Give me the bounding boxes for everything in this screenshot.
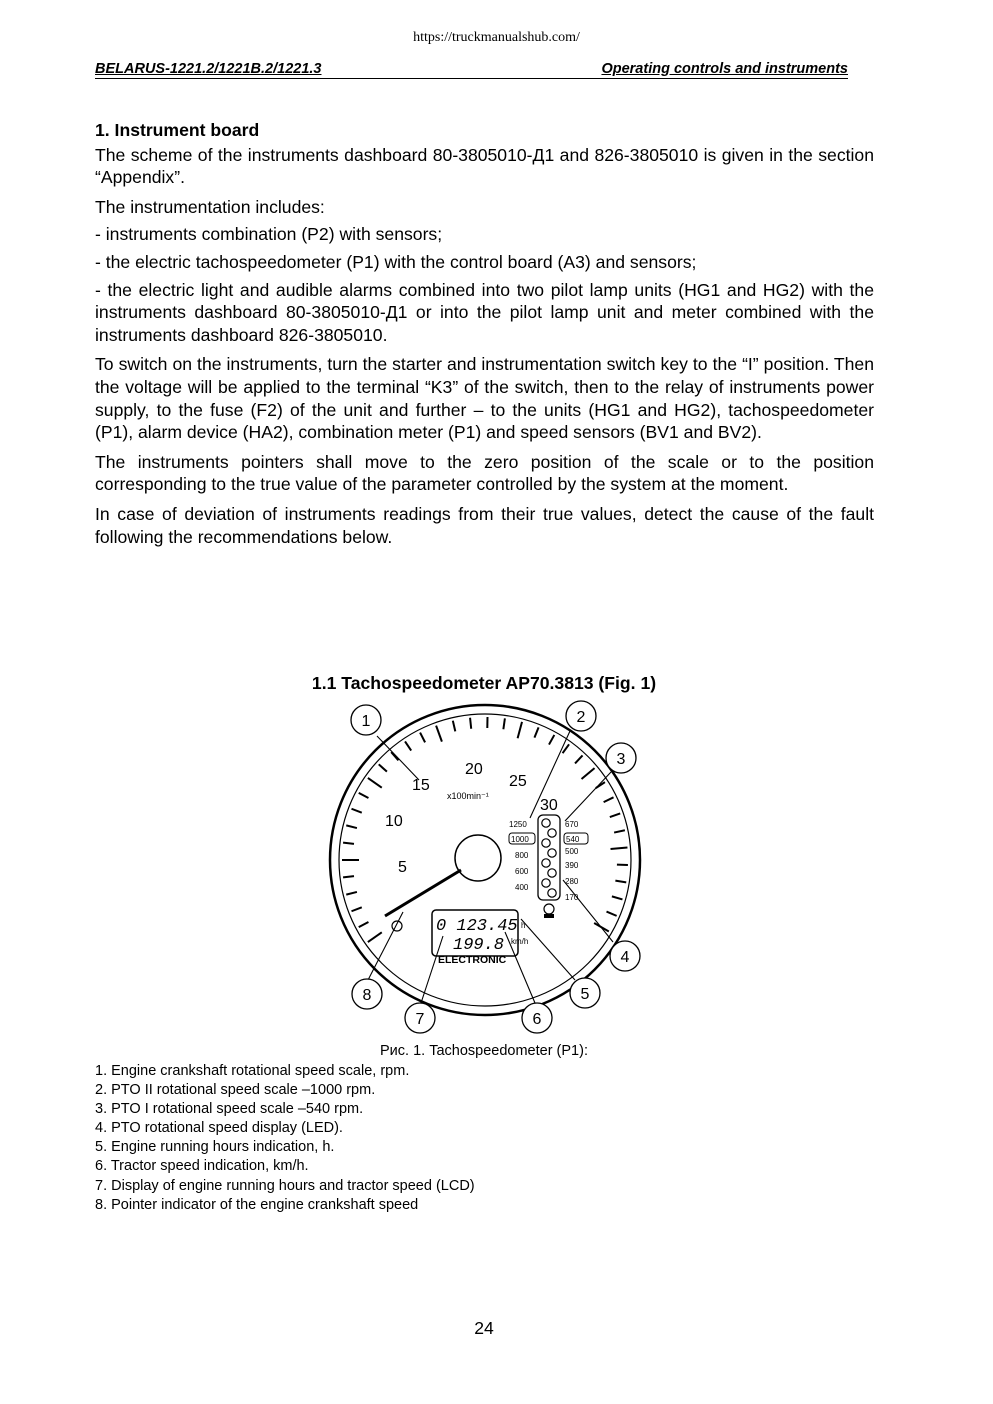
gauge-pointer xyxy=(385,870,461,916)
right-scale-label: 170 xyxy=(565,893,579,902)
gauge-tick xyxy=(470,718,471,729)
list-item: - the electric tachospeedometer (P1) with the control board (A3) and sensors; xyxy=(95,251,697,272)
dial-number: 25 xyxy=(509,773,527,790)
left-scale-label: 800 xyxy=(515,851,529,860)
main-content xyxy=(95,119,874,555)
legend-item: 6. Tractor speed indication, km/h. xyxy=(95,1158,309,1175)
gauge-tick xyxy=(518,722,522,738)
dial-number: 30 xyxy=(540,797,558,814)
legend-item: 2. PTO II rotational speed scale –1000 rpm. xyxy=(95,1082,376,1099)
list-item: - instruments combination (P2) with sensors; xyxy=(95,224,443,245)
left-scale-label: 1000 xyxy=(511,835,529,844)
gauge-tick xyxy=(615,881,626,883)
right-scale-label: 540 xyxy=(566,835,580,844)
pto-led xyxy=(548,849,556,857)
page-number: 24 xyxy=(474,1318,494,1338)
unit-hours: h xyxy=(521,921,526,930)
gauge-tick xyxy=(604,797,614,802)
gauge-tick xyxy=(405,741,411,750)
gauge-tick xyxy=(575,755,583,763)
gauge-tick xyxy=(379,764,387,771)
brand-label: ELECTRONIC xyxy=(438,954,507,966)
figure-title: 1.1 Tachospeedometer AP70.3813 (Fig. 1) xyxy=(311,673,657,693)
right-scale-label: 280 xyxy=(565,877,579,886)
dial-number: 20 xyxy=(465,761,483,778)
dial-unit-label: x100min⁻¹ xyxy=(447,791,489,801)
legend-item: 8. Pointer indicator of the engine crankshaft speed xyxy=(95,1196,419,1213)
gauge-tick xyxy=(359,922,369,927)
lcd-tractor-speed: 199.8 xyxy=(453,936,505,955)
paragraph-pointers: The instruments pointers shall move to the zero position of the scale or to the position corresponding to the true value of the parameter controlled by the system at the moment. xyxy=(95,451,874,495)
pto-led xyxy=(542,839,550,847)
section-title: 1. Instrument board xyxy=(95,120,260,140)
callout-number: 7 xyxy=(415,1011,425,1028)
gauge-tick xyxy=(391,752,398,760)
led-column-frame xyxy=(538,815,560,900)
figure-caption: Рис. 1. Tachospeedometer (P1): xyxy=(380,1043,588,1059)
gauge-tick xyxy=(453,721,455,732)
pto-tractor-icon-base xyxy=(544,914,554,918)
dial-number: 5 xyxy=(398,859,407,876)
legend-item: 5. Engine running hours indication, h. xyxy=(95,1139,335,1156)
legend-item: 3. PTO I rotational speed scale –540 rpm. xyxy=(95,1101,364,1118)
callout-number: 8 xyxy=(362,987,372,1004)
gauge-tick xyxy=(351,809,361,813)
gauge-tick xyxy=(582,768,595,779)
pointer-hub xyxy=(455,835,501,881)
paragraph-deviation: In case of deviation of instruments readings from their true values, detect the cause of the fault following the recommendations below. xyxy=(95,503,874,547)
callout-number: 5 xyxy=(580,986,590,1003)
gauge-tick xyxy=(346,892,357,895)
gauge-tick xyxy=(503,718,505,729)
unit-kmh: km/h xyxy=(511,937,529,946)
paragraph-scheme: The scheme of the instruments dashboard 80-3805010-Д1 and 826-3805010 is given in the section “Appendix”. xyxy=(95,144,874,188)
list-item: - the electric light and audible alarms combined into two pilot lamp units (HG1 and HG2) with the instruments dashboard 80-3805010-Д1 or into the pilot lamp unit and meter combined with the instruments dashboard 826-3805010. xyxy=(95,279,874,345)
gauge-tick xyxy=(368,778,382,788)
gauge-tick xyxy=(607,912,617,916)
gauge-tick xyxy=(612,896,623,899)
header-section: Operating controls and instruments xyxy=(601,61,848,77)
pto-led xyxy=(548,869,556,877)
callout-number: 2 xyxy=(576,709,586,726)
gauge-tick xyxy=(534,727,538,737)
paragraph-switch-on: To switch on the instruments, turn the starter and instrumentation switch key to the “I” position. Then the voltage will be applied to the terminal “K3” of the switch, then to the relay of instruments power supply, to the fuse (F2) of the unit and further – to the units (HG1 and HG2), tachospeedometer (P1), alarm device (HA2), combination meter (P1) and speed sensors (BV1 and BV2). xyxy=(95,354,874,443)
tachospeedometer-drawing xyxy=(325,700,655,1040)
gauge-tick xyxy=(343,876,354,877)
left-scale-label: 1250 xyxy=(509,820,527,829)
legend-item: 7. Display of engine running hours and tractor speed (LCD) xyxy=(95,1177,475,1194)
right-scale-label: 670 xyxy=(565,820,579,829)
paragraph-includes: The instrumentation includes: xyxy=(95,196,325,217)
callout-number: 1 xyxy=(361,713,371,730)
gauge-tick xyxy=(346,825,357,828)
callout-number: 3 xyxy=(616,751,626,768)
pto-led xyxy=(542,819,550,827)
callout-number: 4 xyxy=(620,949,630,966)
header-rule xyxy=(95,78,848,79)
source-url: https://truckmanualshub.com/ xyxy=(413,30,580,45)
gauge-tick xyxy=(420,733,425,743)
dial-number: 10 xyxy=(385,813,403,830)
gauge-tick xyxy=(610,813,620,817)
legend-item: 4. PTO rotational speed display (LED). xyxy=(95,1120,343,1137)
pto-led xyxy=(548,889,556,897)
left-scale-label: 400 xyxy=(515,883,529,892)
gauge-tick xyxy=(351,907,361,911)
led-indicators xyxy=(542,819,556,897)
gauge-tick xyxy=(343,843,354,844)
callout-number: 6 xyxy=(532,1011,542,1028)
right-scale-label: 500 xyxy=(565,847,579,856)
header-model: BELARUS-1221.2/1221B.2/1221.3 xyxy=(95,61,322,77)
pto-led xyxy=(542,879,550,887)
figure-legend xyxy=(95,1062,475,1215)
pto-led xyxy=(548,829,556,837)
gauge-tick xyxy=(359,793,369,798)
tachospeedometer-figure xyxy=(325,700,655,1040)
gauge-tick xyxy=(611,848,628,849)
gauge-tick xyxy=(549,735,554,745)
left-scale-label: 600 xyxy=(515,867,529,876)
gauge-tick xyxy=(614,830,625,832)
gauge-tick xyxy=(436,726,442,742)
lcd-engine-hours: 0 123.45 xyxy=(436,917,518,936)
right-scale-label: 390 xyxy=(565,861,579,870)
pto-tractor-icon xyxy=(544,904,554,914)
pto-led xyxy=(542,859,550,867)
legend-item: 1. Engine crankshaft rotational speed scale, rpm. xyxy=(95,1063,410,1079)
gauge-tick xyxy=(368,932,382,942)
dial-number: 15 xyxy=(412,777,430,794)
